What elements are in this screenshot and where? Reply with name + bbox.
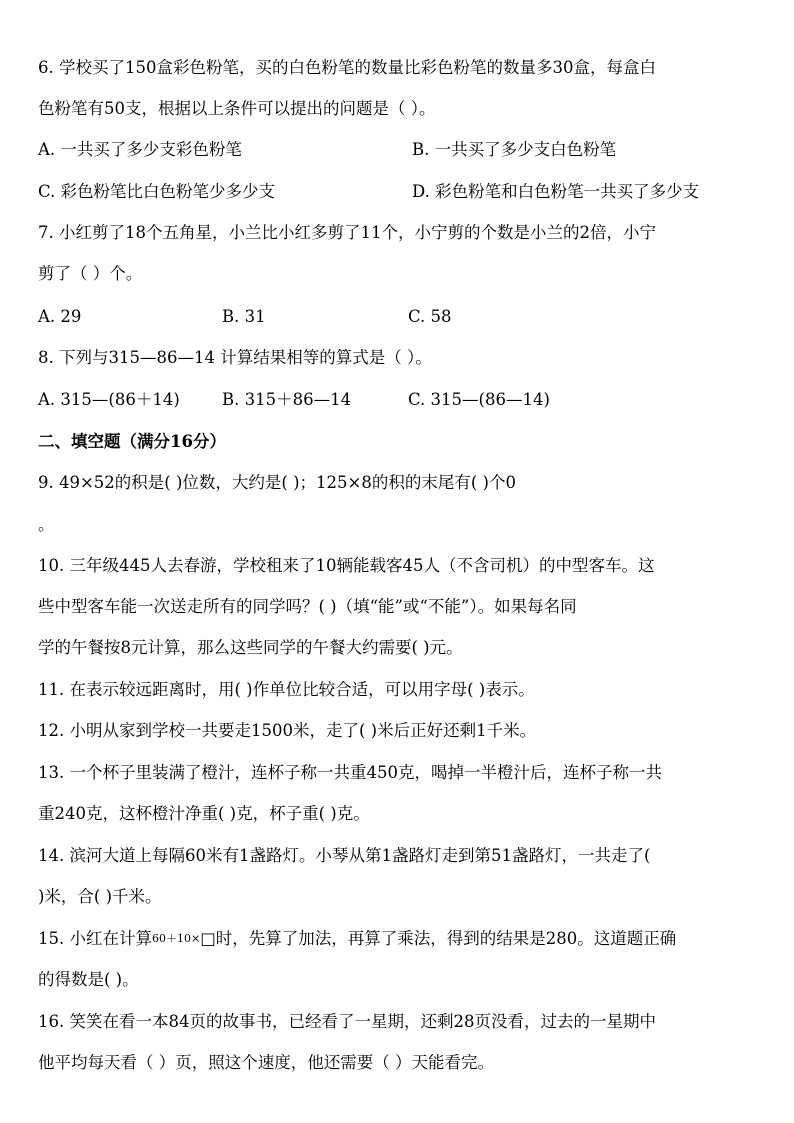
q7-option-b: B. 31 [222, 307, 266, 326]
q10-line-2: 些中型客车能一次送走所有的同学吗？( )（填“能”或“不能”）。如果每名同 [38, 597, 577, 616]
q10-line-1: 10. 三年级445人去春游，学校租来了10辆能载客45人（不含司机）的中型客车。这 [38, 556, 655, 575]
q7-option-c: C. 58 [408, 307, 452, 326]
q15-text-post: □时，先算了加法，再算了乘法，得到的结果是280。这道题正确 [200, 929, 677, 948]
q9-line-2: 。 [38, 515, 55, 534]
q13-line-2: 重240克，这杯橙汁净重( )克，杯子重( )克。 [38, 804, 370, 823]
q6-line-1: 6. 学校买了150盒彩色粉笔，买的白色粉笔的数量比彩色粉笔的数量多30盒，每盒白 [38, 58, 656, 77]
q14-line-2: )米，合( )千米。 [38, 887, 162, 906]
q15-formula: 60＋10× [152, 932, 201, 945]
q15-line-2: 的得数是( )。 [38, 970, 139, 989]
q14-line-1: 14. 滨河大道上每隔60米有1盏路灯。小琴从第1盏路灯走到第51盏路灯，一共走了( [38, 846, 651, 865]
q6-option-a: A. 一共买了多少支彩色粉笔 [38, 140, 242, 159]
q7-line-2: 剪了（ ）个。 [38, 264, 143, 283]
q11-line-1: 11. 在表示较远距离时，用( )作单位比较合适，可以用字母( )表示。 [38, 680, 535, 699]
q6-option-b: B. 一共买了多少支白色粉笔 [412, 140, 617, 159]
q13-line-1: 13. 一个杯子里装满了橙汁，连杯子称一共重450克，喝掉一半橙汁后，连杯子称一共 [38, 763, 662, 782]
q15-line-1 [38, 927, 676, 951]
q9-line-1: 9. 49×52的积是( )位数，大约是( )；125×8的积的末尾有( )个0 [38, 473, 516, 492]
q6-option-c: C. 彩色粉笔比白色粉笔少多少支 [38, 182, 276, 201]
q10-line-3: 学的午餐按8元计算，那么这些同学的午餐大约需要( )元。 [38, 638, 463, 657]
q6-line-2: 色粉笔有50支，根据以上条件可以提出的问题是（ ）。 [38, 99, 436, 118]
q7-line-1: 7. 小红剪了18个五角星，小兰比小红多剪了11个，小宁剪的个数是小兰的2倍，小宁 [38, 223, 656, 242]
q8-option-c: C. 315—(86—14) [408, 390, 550, 409]
q7-option-a: A. 29 [38, 307, 82, 326]
q15-text-pre: 15. 小红在计算 [38, 929, 152, 948]
q6-option-d: D. 彩色粉笔和白色粉笔一共买了多少支 [412, 182, 700, 201]
q8-option-b: B. 315＋86—14 [222, 390, 352, 409]
q8-line-1: 8. 下列与315—86—14 计算结果相等的算式是（ ）。 [38, 348, 432, 367]
q16-line-1: 16. 笑笑在看一本84页的故事书，已经看了一星期，还剩28页没看，过去的一星期中 [38, 1012, 656, 1031]
q8-option-a: A. 315—(86＋14) [38, 390, 180, 409]
section-2-heading: 二、填空题（满分16分） [38, 432, 226, 451]
q16-line-2: 他平均每天看（ ）页，照这个速度，他还需要（ ）天能看完。 [38, 1053, 494, 1072]
q12-line-1: 12. 小明从家到学校一共要走1500米，走了( )米后正好还剩1千米。 [38, 721, 537, 740]
